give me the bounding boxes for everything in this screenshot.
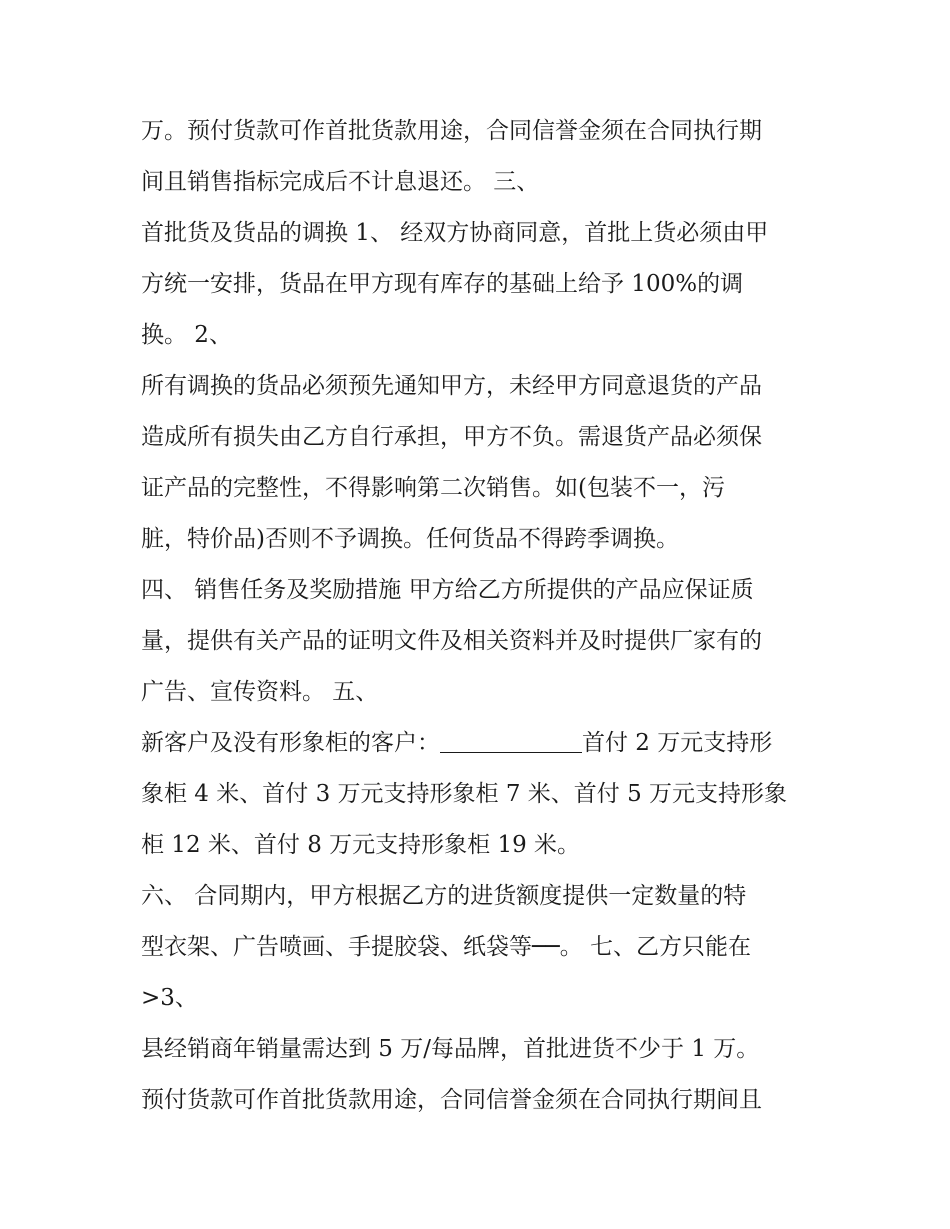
blank-line-suffix: 首付 2 万元支持形 (582, 730, 773, 756)
text-line: >3、 (141, 985, 198, 1011)
text-line: 间且销售指标完成后不计息退还。 三、 (141, 169, 540, 195)
text-line: 县经销商年销量需达到 5 万/每品牌，首批进货不少于 1 万。 (141, 1036, 760, 1062)
blank-line-prefix: 新客户及没有形象柜的客户： (141, 730, 440, 756)
text-line: 量，提供有关产品的证明文件及相关资料并及时提供厂家有的 (141, 628, 762, 654)
text-line: 广告、宣传资料。 五、 (141, 679, 379, 705)
text-line: 象柜 4 米、首付 3 万元支持形象柜 7 米、首付 5 万元支持形象 (141, 781, 788, 807)
contract-text (141, 106, 821, 1126)
text-line: 换。 2、 (141, 322, 232, 348)
text-line: 所有调换的货品必须预先通知甲方，未经甲方同意退货的产品 (141, 373, 762, 399)
text-line: 六、 合同期内，甲方根据乙方的进货额度提供一定数量的特 (141, 883, 747, 909)
text-line: 型衣架、广告喷画、手提胶袋、纸袋等──。 七、乙方只能在 (141, 934, 752, 960)
text-line-with-blank (141, 718, 821, 769)
text-line: 四、 销售任务及奖励措施 甲方给乙方所提供的产品应保证质 (141, 577, 754, 603)
text-line: 万。预付货款可作首批货款用途，合同信誉金须在合同执行期 (141, 118, 762, 144)
fill-in-blank (440, 730, 582, 753)
text-line: 造成所有损失由乙方自行承担，甲方不负。需退货产品必须保 (141, 424, 762, 450)
text-line: 方统一安排，货品在甲方现有库存的基础上给予 100%的调 (141, 271, 744, 297)
text-line: 柜 12 米、首付 8 万元支持形象柜 19 米。 (141, 832, 581, 858)
text-line: 首批货及货品的调换 1、 经双方协商同意，首批上货必须由甲 (141, 220, 769, 246)
text-line: 脏，特价品)否则不予调换。任何货品不得跨季调换。 (141, 526, 679, 552)
text-line: 证产品的完整性，不得影响第二次销售。如(包装不一，污 (141, 475, 725, 501)
text-line: 预付货款可作首批货款用途，合同信誉金须在合同执行期间且 (141, 1087, 762, 1113)
